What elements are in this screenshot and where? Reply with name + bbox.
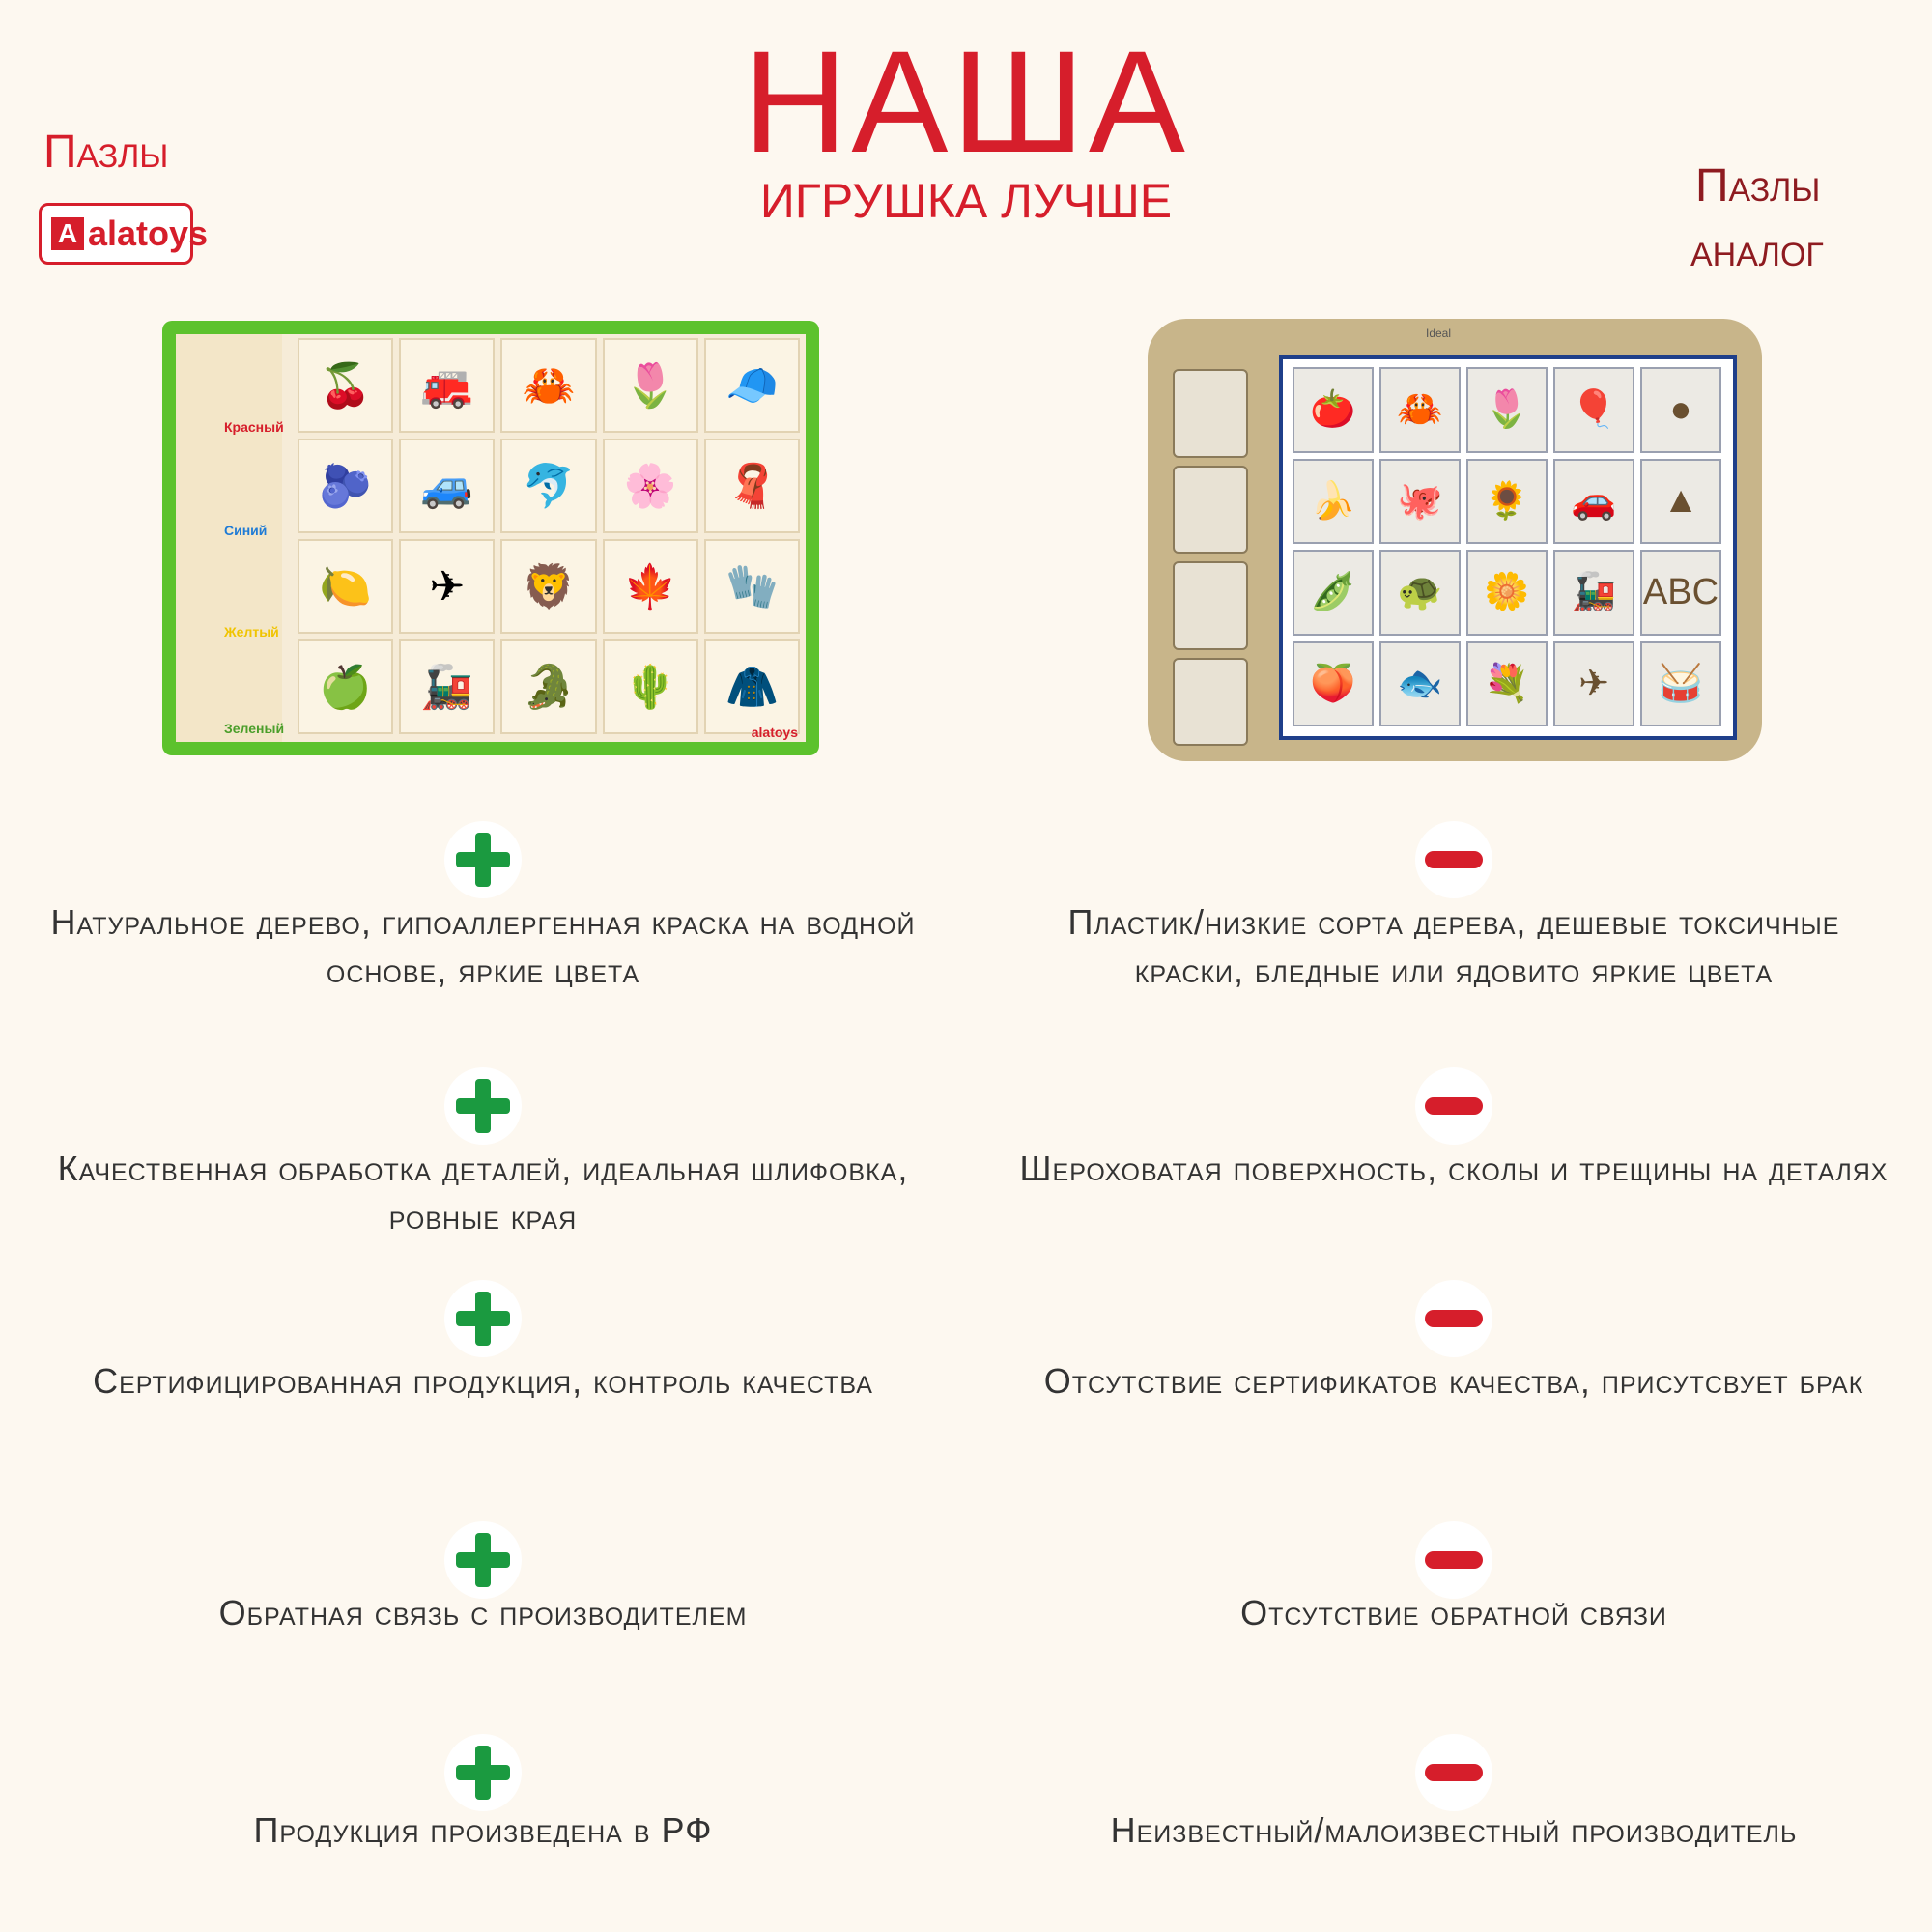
- minus-icon: [1415, 1734, 1492, 1811]
- puzzle-tile: 🧤: [704, 539, 800, 634]
- plus-icon: [444, 1734, 522, 1811]
- right-tile-grid: [1293, 367, 1721, 726]
- con-item: Неизвестный/малоизвестный производитель: [1110, 1810, 1798, 1850]
- logo-text: alatoys: [88, 213, 209, 253]
- analog-tile: 🦀: [1379, 367, 1461, 453]
- page-subtitle: ИГРУШКА ЛУЧШЕ: [759, 174, 1173, 228]
- pro-item: Обратная связь с производителем: [218, 1593, 748, 1633]
- right-label-1: Пазлы: [1695, 160, 1821, 212]
- puzzle-tile: 🫐: [298, 439, 393, 533]
- puzzle-tile: 🍁: [603, 539, 698, 634]
- con-item: Отсутствие сертификатов качества, присутсвует брак: [1043, 1361, 1864, 1401]
- analog-tile: 🌻: [1466, 459, 1548, 545]
- con-item: Шероховатая поверхность, сколы и трещины на деталях: [1019, 1149, 1889, 1188]
- analog-tile: 🌼: [1466, 550, 1548, 636]
- analog-frame: [1279, 355, 1737, 740]
- page-title: НАША: [743, 20, 1189, 183]
- plus-icon: [444, 821, 522, 898]
- analog-key-column: [1173, 369, 1248, 746]
- key-tile: [1173, 658, 1248, 747]
- puzzle-tile: 🧥: [704, 639, 800, 734]
- key-tile: [1173, 561, 1248, 650]
- puzzle-tile: 🧢: [704, 338, 800, 433]
- analog-brand: Ideal: [1426, 327, 1452, 340]
- minus-icon: [1415, 1280, 1492, 1357]
- puzzle-tile: 🍒: [298, 338, 393, 433]
- color-label-green: Зеленый: [224, 721, 285, 736]
- analog-tile: 🍅: [1293, 367, 1374, 453]
- analog-tile: 🥁: [1640, 641, 1721, 727]
- puzzle-tile: 🐊: [500, 639, 596, 734]
- analog-tile: 🌷: [1466, 367, 1548, 453]
- analog-tile: 🐙: [1379, 459, 1461, 545]
- puzzle-tile: 🚂: [399, 639, 495, 734]
- puzzle-tile: 🌵: [603, 639, 698, 734]
- pro-item: Качественная обработка деталей, идеальная шлифовка, ровные края: [57, 1149, 909, 1236]
- left-tile-grid: [298, 338, 800, 734]
- puzzle-tile: 🌷: [603, 338, 698, 433]
- board-logo: alatoys: [751, 724, 798, 740]
- analog-tile: ●: [1640, 367, 1721, 453]
- alatoys-logo: [39, 203, 209, 265]
- plus-icon: [444, 1067, 522, 1145]
- analog-tile: 🍌: [1293, 459, 1374, 545]
- color-label-blue: Синий: [224, 523, 268, 538]
- puzzle-tile: 🍏: [298, 639, 393, 734]
- puzzle-tile: 🐬: [500, 439, 596, 533]
- puzzle-tile: 🍋: [298, 539, 393, 634]
- puzzle-tile: 🌸: [603, 439, 698, 533]
- color-column: [176, 334, 285, 742]
- puzzle-tile: ✈: [399, 539, 495, 634]
- pro-item: Натуральное дерево, гипоаллергенная краска на водной основе, яркие цвета: [50, 902, 916, 990]
- analog-tile: 🐟: [1379, 641, 1461, 727]
- plus-icon: [444, 1521, 522, 1599]
- con-item: Пластик/низкие сорта дерева, дешевые токсичные краски, бледные или ядовито яркие цвета: [1067, 902, 1840, 990]
- analog-tile: ✈: [1553, 641, 1634, 727]
- puzzle-tile: 🚒: [399, 338, 495, 433]
- pro-item: Продукция произведена в РФ: [253, 1810, 713, 1850]
- logo-letter: A: [51, 217, 84, 250]
- analog-tile: 🎈: [1553, 367, 1634, 453]
- analog-puzzle-board: [1148, 319, 1762, 761]
- analog-tile: 🍑: [1293, 641, 1374, 727]
- analog-tile: 🫛: [1293, 550, 1374, 636]
- puzzle-tile: 🦁: [500, 539, 596, 634]
- analog-tile: 💐: [1466, 641, 1548, 727]
- key-tile: [1173, 369, 1248, 458]
- right-label-2: аналог: [1690, 225, 1824, 276]
- analog-tile: ▲: [1640, 459, 1721, 545]
- analog-tile: 🐢: [1379, 550, 1461, 636]
- alatoys-puzzle-board: [162, 321, 819, 755]
- analog-tile: ABC: [1640, 550, 1721, 636]
- pro-item: Сертифицированная продукция, контроль качества: [93, 1361, 873, 1401]
- analog-tile: 🚂: [1553, 550, 1634, 636]
- left-label: Пазлы: [43, 127, 169, 178]
- con-item: Отсутствие обратной связи: [1240, 1593, 1667, 1633]
- plus-icon: [444, 1280, 522, 1357]
- key-tile: [1173, 466, 1248, 554]
- color-label-yellow: Желтый: [224, 624, 279, 639]
- minus-icon: [1415, 1521, 1492, 1599]
- puzzle-tile: 🚙: [399, 439, 495, 533]
- minus-icon: [1415, 1067, 1492, 1145]
- minus-icon: [1415, 821, 1492, 898]
- analog-tile: 🚗: [1553, 459, 1634, 545]
- puzzle-tile: 🧣: [704, 439, 800, 533]
- puzzle-tile: 🦀: [500, 338, 596, 433]
- color-label-red: Красный: [224, 419, 284, 435]
